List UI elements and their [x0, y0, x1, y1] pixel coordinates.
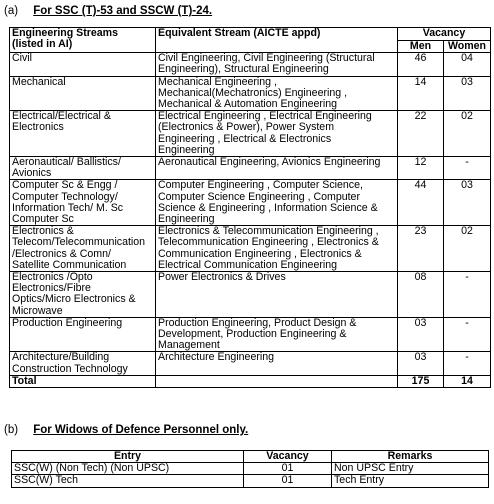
entry-row: [12, 475, 489, 487]
equivalent-line: Mechanical(Mechatronics) Engineering ,: [158, 86, 348, 99]
stream-cell: [10, 352, 156, 375]
stream-row: [10, 157, 491, 180]
women-cell: 02: [444, 226, 491, 272]
widows-table-body: [12, 463, 489, 487]
women-cell: 02: [444, 111, 491, 157]
stream-line: Electronics /Opto: [12, 271, 93, 284]
stream-cell: [10, 111, 156, 157]
equivalent-line: Civil Engineering, Civil Engineering (Structural: [158, 52, 375, 65]
header-equivalent-stream: Equivalent Stream (AICTE appd): [156, 28, 398, 53]
women-cell: -: [444, 157, 491, 180]
section-b-label: (b): [4, 424, 19, 436]
equivalent-cell: [156, 226, 398, 272]
equivalent-line: Production Engineering, Product Design &: [158, 316, 357, 329]
remarks-cell: Non UPSC Entry: [332, 463, 489, 475]
section-a-label: (a): [4, 5, 19, 17]
stream-line: Electronics: [12, 121, 64, 134]
equivalent-line: Engineering: [158, 213, 215, 226]
stream-line: Architecture/Building: [12, 351, 110, 364]
stream-line: Construction Technology: [12, 362, 128, 375]
header-remarks: Remarks: [332, 451, 489, 463]
header-streams-line2: (listed in AI): [12, 38, 73, 51]
stream-line: Computer Sc & Engg /: [12, 179, 118, 192]
header-vacancy: Vacancy: [398, 28, 491, 41]
header-engineering-streams: [10, 28, 156, 53]
entry-cell: SSC(W) (Non Tech) (Non UPSC): [12, 463, 244, 475]
header-men: Men: [398, 41, 444, 53]
stream-cell: [10, 53, 156, 76]
stream-row: [10, 180, 491, 226]
equivalent-line: Engineering), Structural Engineering: [158, 63, 329, 76]
header-streams-line1: Engineering Streams: [12, 27, 118, 39]
equivalent-cell: [156, 272, 398, 318]
equivalent-line: Development, Production Engineering &: [158, 328, 347, 341]
equivalent-line: Computer Engineering , Computer Science,: [158, 179, 363, 192]
total-men: 175: [398, 375, 444, 387]
equivalent-cell: [156, 352, 398, 375]
stream-row: [10, 53, 491, 76]
equivalent-line: Engineering , Electrical & Electronics: [158, 132, 332, 145]
section-a-heading: [4, 5, 212, 17]
stream-cell: [10, 157, 156, 180]
vacancy-table: [9, 27, 491, 388]
vacancy-table-body: [10, 53, 491, 376]
equivalent-line: Aeronautical Engineering, Avionics Engineering: [158, 156, 381, 169]
equivalent-line: Management: [158, 339, 220, 352]
section-b-heading: [4, 424, 248, 436]
stream-line: Microwave: [12, 304, 63, 317]
men-cell: 23: [398, 226, 444, 272]
widows-table: [11, 450, 489, 488]
stream-line: Aeronautical/ Ballistics/: [12, 156, 121, 169]
women-cell: -: [444, 317, 491, 352]
equivalent-line: Electronics & Telecommunication Engineering ,: [158, 225, 379, 238]
equivalent-line: Architecture Engineering: [158, 351, 275, 364]
header-women: Women: [444, 41, 491, 53]
stream-row: [10, 226, 491, 272]
stream-cell: [10, 180, 156, 226]
section-b-title: For Widows of Defence Personnel only.: [33, 424, 249, 436]
stream-cell: [10, 272, 156, 318]
total-label: Total: [10, 375, 156, 387]
stream-line: Computer Sc: [12, 213, 74, 226]
stream-row: [10, 76, 491, 111]
entry-row: [12, 463, 489, 475]
stream-line: Electronics/Fibre: [12, 282, 91, 295]
women-cell: -: [444, 352, 491, 375]
men-cell: 03: [398, 317, 444, 352]
equivalent-line: (Electronics & Power), Power System: [158, 121, 335, 134]
vacancy-cell: 01: [244, 475, 332, 487]
stream-line: Telecom/Telecommunication: [12, 236, 146, 249]
equivalent-line: Communication Engineering , Electronics &: [158, 247, 362, 260]
stream-line: /Electronics & Comn/: [12, 247, 111, 260]
women-cell: -: [444, 272, 491, 318]
women-cell: 03: [444, 180, 491, 226]
women-cell: 04: [444, 53, 491, 76]
equivalent-line: Electrical Engineering , Electrical Engineering: [158, 110, 372, 123]
men-cell: 03: [398, 352, 444, 375]
equivalent-cell: [156, 157, 398, 180]
men-cell: 14: [398, 76, 444, 111]
equivalent-cell: [156, 180, 398, 226]
women-cell: 03: [444, 76, 491, 111]
stream-row: [10, 272, 491, 318]
equivalent-line: Computer Science Engineering , Computer: [158, 190, 360, 203]
remarks-cell: Tech Entry: [332, 475, 489, 487]
entry-cell: SSC(W) Tech: [12, 475, 244, 487]
stream-line: Production Engineering: [12, 316, 123, 329]
total-row: [10, 375, 491, 387]
equivalent-line: Mechanical Engineering ,: [158, 75, 277, 88]
stream-line: Information Tech/ M. Sc: [12, 201, 124, 214]
stream-cell: [10, 226, 156, 272]
stream-line: Avionics: [12, 167, 52, 180]
stream-cell: [10, 317, 156, 352]
stream-line: Electronics &: [12, 225, 74, 238]
men-cell: 12: [398, 157, 444, 180]
stream-row: [10, 352, 491, 375]
equivalent-line: Engineering: [158, 143, 215, 156]
header-vacancy-b: Vacancy: [244, 451, 332, 463]
stream-line: Electrical/Electrical &: [12, 110, 111, 123]
men-cell: 44: [398, 180, 444, 226]
equivalent-cell: [156, 53, 398, 76]
section-a-title: For SSC (T)-53 and SSCW (T)-24.: [33, 5, 213, 17]
men-cell: 08: [398, 272, 444, 318]
stream-line: Optics/Micro Electronics &: [12, 293, 136, 306]
stream-cell: [10, 76, 156, 111]
equivalent-line: Electrical Communication Engineering: [158, 258, 338, 271]
equivalent-line: Mechanical & Automation Engineering: [158, 98, 338, 111]
equivalent-cell: [156, 317, 398, 352]
stream-row: [10, 317, 491, 352]
men-cell: 46: [398, 53, 444, 76]
stream-line: Computer Technology/: [12, 190, 118, 203]
equivalent-line: Telecommunication Engineering , Electronics &: [158, 236, 379, 249]
stream-line: Satellite Communication: [12, 258, 127, 271]
total-women: 14: [444, 375, 491, 387]
equivalent-line: Science & Engineering , Information Science &: [158, 201, 378, 214]
equivalent-cell: [156, 111, 398, 157]
equivalent-cell: [156, 76, 398, 111]
stream-row: [10, 111, 491, 157]
stream-line: Mechanical: [12, 75, 66, 88]
total-empty-cell: [156, 375, 398, 387]
vacancy-cell: 01: [244, 463, 332, 475]
header-entry: Entry: [12, 451, 244, 463]
equivalent-line: Power Electronics & Drives: [158, 271, 286, 284]
men-cell: 22: [398, 111, 444, 157]
stream-line: Civil: [12, 52, 33, 65]
